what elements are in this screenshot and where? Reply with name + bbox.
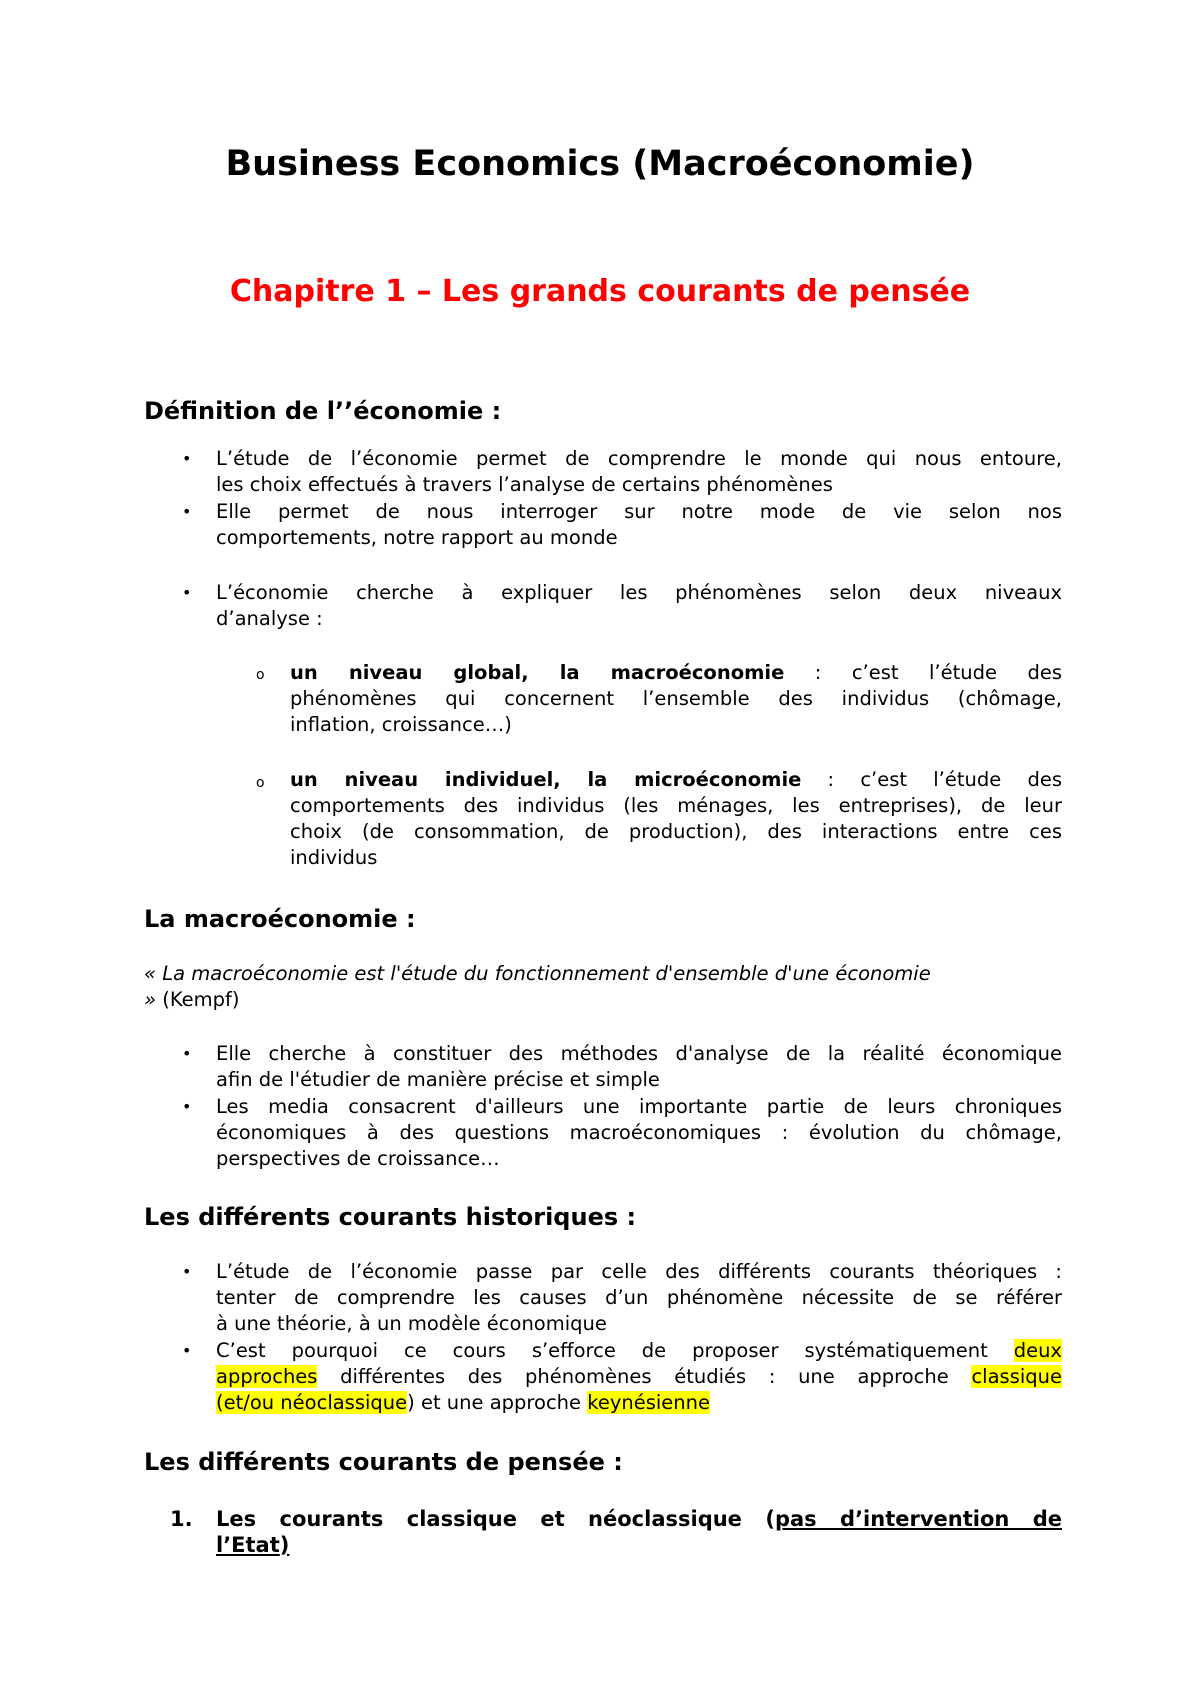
bullet-icon: • <box>182 449 192 468</box>
bullet-icon: • <box>182 1341 192 1360</box>
quote-source: (Kempf) <box>156 988 240 1011</box>
section-heading-courants-pensee: Les différents courants de pensée : <box>144 1448 623 1476</box>
text-line: choix (de consommation, de production), des interactions entre ces <box>290 820 1062 843</box>
list-item <box>216 1259 1062 1337</box>
text-fragment: : c’est l’étude des <box>801 768 1062 791</box>
chapter-title: Chapitre 1 – Les grands courants de pensée <box>229 274 971 309</box>
highlighted-text: classique <box>971 1365 1062 1388</box>
text-fragment: Les courants classique et néoclassique <box>216 1507 742 1531</box>
document-title: Business Economics (Macroéconomie) <box>225 144 975 184</box>
text-line <box>144 987 1062 1013</box>
circle-bullet-icon: o <box>256 775 265 791</box>
text-line <box>290 660 1062 686</box>
text-fragment: ( <box>765 1507 775 1531</box>
text-line: comportements, notre rapport au monde <box>216 526 618 549</box>
text-fragment: C’est pourquoi ce cours s’efforce de proposer systématiquement <box>216 1339 988 1362</box>
text-fragment: : c’est l’étude des <box>784 661 1062 684</box>
text-line: L’économie cherche à expliquer les phénomènes selon deux niveaux <box>216 581 1062 604</box>
quote-mark: » <box>144 988 157 1011</box>
text-fragment: ) et une approche <box>407 1391 588 1414</box>
highlighted-text: approches <box>216 1365 318 1388</box>
numbered-list-item <box>216 1506 1062 1558</box>
text-line: afin de l'étudier de manière précise et simple <box>216 1068 660 1091</box>
text-line: individus <box>290 846 378 869</box>
text-line: d’analyse : <box>216 607 323 630</box>
text-line <box>216 1532 1062 1558</box>
bullet-icon: • <box>182 583 192 602</box>
text-line: comportements des individus (les ménages, les entreprises), de leur <box>290 794 1062 817</box>
text-line: économiques à des questions macroéconomiques : évolution du chômage, <box>216 1121 1062 1144</box>
text-line: L’étude de l’économie permet de comprendre le monde qui nous entoure, <box>216 447 1062 470</box>
section-heading-courants-historiques: Les différents courants historiques : <box>144 1203 637 1231</box>
bold-term: un niveau individuel, la microéconomie <box>290 768 802 791</box>
text-line: perspectives de croissance… <box>216 1147 500 1170</box>
text-line: inflation, croissance…) <box>290 713 512 736</box>
quote <box>144 961 1062 1013</box>
highlighted-text: deux <box>1013 1339 1062 1362</box>
text-line: L’étude de l’économie passe par celle des différents courants théoriques : <box>216 1260 1062 1283</box>
highlighted-text: keynésienne <box>587 1391 710 1414</box>
text-line: Elle cherche à constituer des méthodes d'analyse de la réalité économique <box>216 1042 1062 1065</box>
bullet-icon: • <box>182 1097 192 1116</box>
bullet-icon: • <box>182 1262 192 1281</box>
highlighted-text: (et/ou néoclassique <box>216 1391 408 1414</box>
text-line: Les media consacrent d'ailleurs une importante partie de leurs chroniques <box>216 1095 1062 1118</box>
text-line: phénomènes qui concernent l’ensemble des individus (chômage, <box>290 687 1062 710</box>
underlined-text: l’Etat <box>216 1533 280 1557</box>
text-line <box>216 1364 1062 1390</box>
sub-list-item <box>290 660 1062 738</box>
underlined-text: pas d’intervention de <box>774 1507 1062 1531</box>
section-heading-definition: Définition de l’’économie : <box>144 397 502 425</box>
text-fragment: ) <box>279 1533 290 1557</box>
list-item <box>216 1338 1062 1416</box>
text-line <box>290 767 1062 793</box>
list-item <box>216 1094 1062 1172</box>
text-line <box>216 1390 1062 1416</box>
list-item <box>216 1041 1062 1093</box>
text-line: les choix effectués à travers l’analyse de certains phénomènes <box>216 473 833 496</box>
list-item <box>216 499 1062 551</box>
list-item <box>216 446 1062 498</box>
bullet-icon: • <box>182 1044 192 1063</box>
section-heading-macroeconomie: La macroéconomie : <box>144 905 416 933</box>
text-line <box>216 1338 1062 1364</box>
text-line: Elle permet de nous interroger sur notre mode de vie selon nos <box>216 500 1062 523</box>
circle-bullet-icon: o <box>256 667 265 683</box>
text-line: tenter de comprendre les causes d’un phénomène nécessite de se référer <box>216 1286 1062 1309</box>
list-item <box>216 580 1062 632</box>
sub-list-item <box>290 767 1062 871</box>
text-line <box>216 1506 1062 1532</box>
text-fragment: différentes des phénomènes étudiés : une approche <box>317 1365 972 1388</box>
text-line: à une théorie, à un modèle économique <box>216 1312 607 1335</box>
text-line: « La macroéconomie est l'étude du fonctionnement d'ensemble d'une économie <box>144 962 931 985</box>
bold-term: un niveau global, la macroéconomie <box>290 661 785 684</box>
list-number: 1. <box>170 1507 193 1531</box>
bullet-icon: • <box>182 502 192 521</box>
